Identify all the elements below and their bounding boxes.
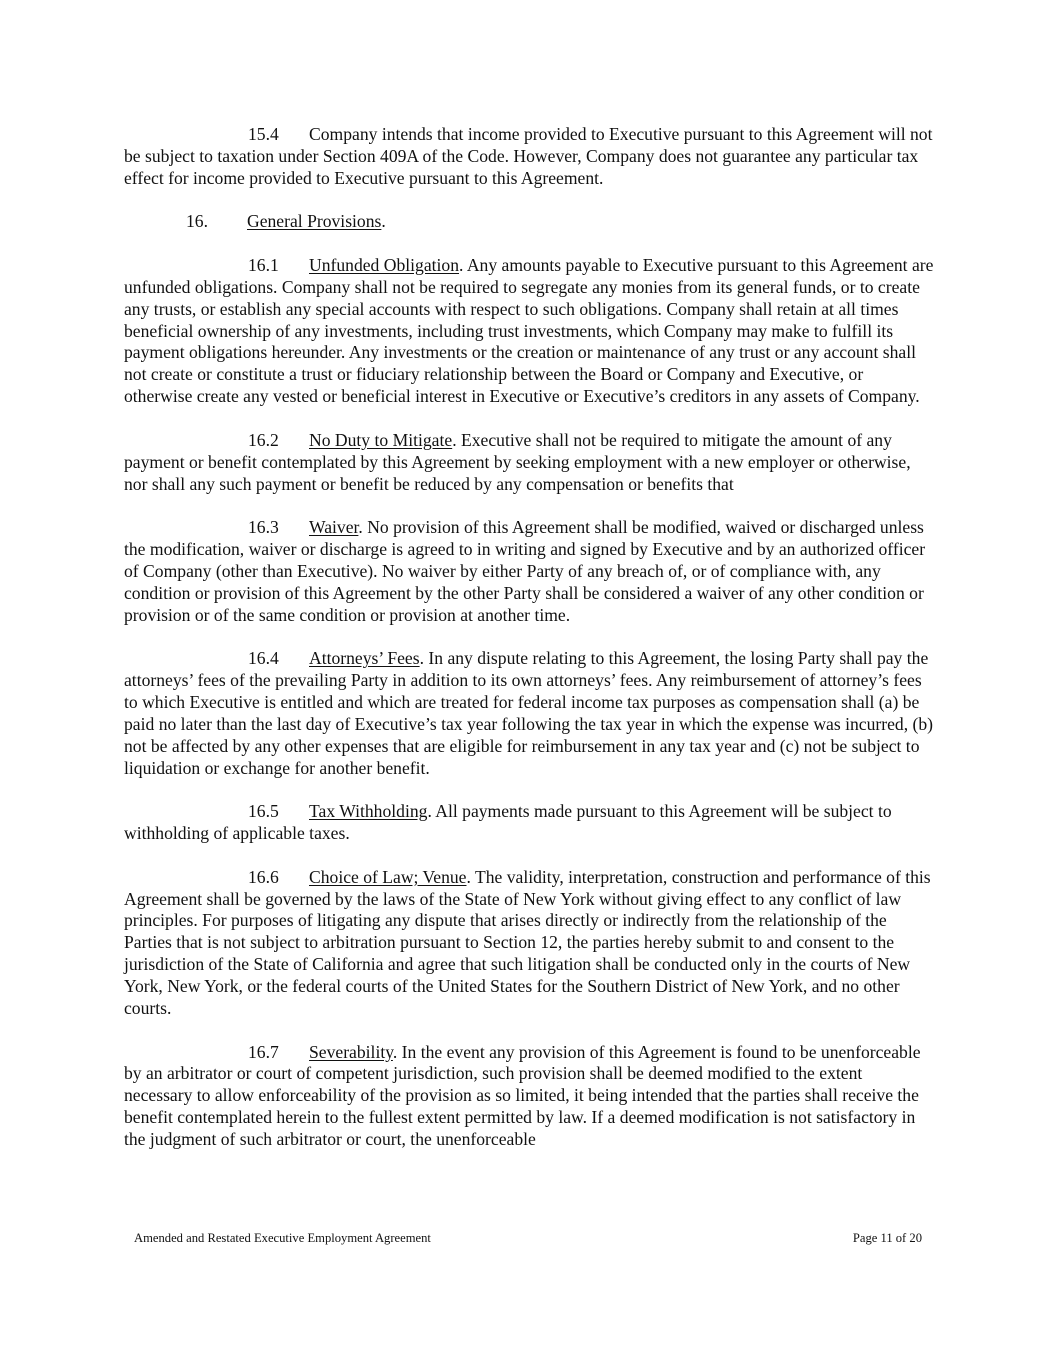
section-number: 16.6 (248, 866, 279, 887)
paragraph-text: . In the event any provision of this Agreement is found to be unenforceable by an arbitrator or court of competent jurisdiction, such provision shall be deemed modified to the extent necessary to allow enforceability of the provision as so limited, it being intended that the parties shall receive the benefit contemplated herein to the fullest extent permitted by law. If a deemed modification is not satisfactory in the judgment of such arbitrator or court, the unenforceable (124, 1041, 921, 1150)
section-number: 16.4 (248, 648, 279, 669)
paragraph-text: . In any dispute relating to this Agreement, the losing Party shall pay the attorneys’ fees of the prevailing Party in addition to its own attorneys’ fees. Any reimbursement of attorney’s fees to which Executive is entitled and which are treated for federal income tax purposes as compensation shall (a) be paid no later than the last day of Executive’s tax year following the tax year in which the expense was incurred, (b) not be affected by any other expenses that are eligible for reimbursement in any tax year and (c) not be subject to liquidation or exchange for another benefit. (124, 648, 934, 778)
section-number: 16.3 (248, 517, 279, 538)
paragraph-heading: Unfunded Obligation (309, 254, 460, 275)
paragraph-text: Company intends that income provided to Executive pursuant to this Agreement will not be subject to taxation under Section 409A of the Code. However, Company does not guarantee any particular tax effect for income provided to Executive pursuant to this Agreement. (124, 124, 933, 188)
paragraph-16-5 (124, 801, 934, 845)
footer-page-number: Page 11 of 20 (852, 1231, 922, 1245)
paragraph-heading: No Duty to Mitigate (309, 429, 453, 450)
section-title-period: . (381, 211, 386, 232)
paragraph-text: . Any amounts payable to Executive pursuant to this Agreement are unfunded obligations. Company shall not be required to segregate any monies from its general funds, or to create any trusts, or establish any special accounts with respect to such obligations. Company shall retain at all times beneficial ownership of any investments, including trust investments, which Company may make to fulfill its payment obligations hereunder. Any investments or the creation or maintenance of any trust or any account shall not create or constitute a trust or fiduciary relationship between the Board or Company and Executive, or otherwise create any vested or beneficial interest in Executive or Executive’s creditors in any assets of Company. (124, 254, 934, 407)
section-number: 15.4 (248, 124, 279, 144)
section-title: General Provisions (247, 211, 382, 232)
paragraph-15-4 (124, 124, 934, 190)
paragraph-text: . The validity, interpretation, construction and performance of this Agreement shall be governed by the laws of the State of New York without giving effect to any conflict of law principles. For purposes of litigating any dispute that arises directly or indirectly from the relationship of the Parties that is not subject to arbitration pursuant to Section 12, the parties hereby submit to and consent to the jurisdiction of the State of California and agree that such litigation shall be conducted only in the courts of New York, New York, or the federal courts of the United States for the Southern District of New York, and no other courts. (124, 866, 931, 1019)
paragraph-text: . Executive shall not be required to mitigate the amount of any payment or benefit contemplated by this Agreement by seeking employment with a new employer or otherwise, nor shall any such payment or benefit be reduced by any compensation or benefits that (124, 429, 911, 494)
paragraph-16-1 (124, 255, 934, 408)
paragraph-16-3 (124, 517, 934, 627)
section-16-heading (124, 211, 934, 233)
paragraph-heading: Attorneys’ Fees (309, 648, 420, 669)
section-number: 16. (186, 211, 208, 232)
section-number: 16.1 (248, 254, 279, 275)
paragraph-16-6 (124, 867, 934, 1020)
paragraph-text: . No provision of this Agreement shall be modified, waived or discharged unless the modification, waiver or discharge is agreed to in writing and signed by Executive and by an authorized officer of Company (other than Executive). No waiver by either Party of any breach of, or of compliance with, any condition or provision of this Agreement by the other Party shall be considered a waiver of any other condition or provision or of the same condition or provision at another time. (124, 517, 926, 625)
section-number: 16.7 (248, 1041, 279, 1062)
section-number: 16.5 (248, 801, 279, 822)
paragraph-heading: Waiver (309, 517, 359, 538)
paragraph-text: . All payments made pursuant to this Agreement will be subject to withholding of applicable taxes. (124, 801, 892, 844)
paragraph-heading: Choice of Law; Venue (309, 866, 467, 887)
paragraph-16-4 (124, 648, 934, 779)
section-number: 16.2 (248, 429, 279, 450)
paragraph-heading: Severability (309, 1041, 393, 1062)
document-page (124, 124, 934, 1173)
paragraph-16-2 (124, 430, 934, 496)
paragraph-16-7 (124, 1042, 934, 1152)
paragraph-heading: Tax Withholding (309, 801, 428, 822)
footer-document-title: Amended and Restated Executive Employment Agreement (134, 1231, 431, 1245)
